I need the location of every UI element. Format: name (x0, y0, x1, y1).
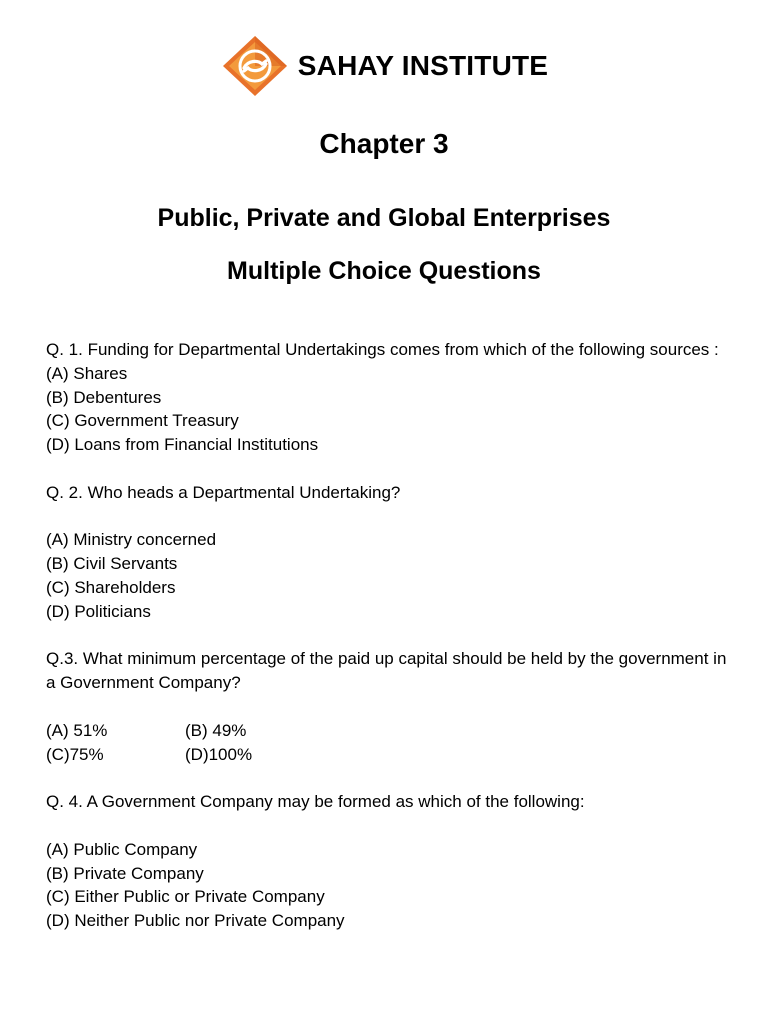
document-subtitle: Multiple Choice Questions (227, 257, 541, 285)
question-text: Q. 2. Who heads a Departmental Undertaking? (46, 482, 401, 502)
question-text: Q.3. What minimum percentage of the paid up capital should be held by the government in a Government Company? (46, 649, 727, 693)
option-c: (C) Government Treasury (46, 411, 239, 431)
option-d: (D) Politicians (46, 601, 151, 621)
question-2 (46, 481, 736, 624)
option-a: (A) Ministry concerned (46, 530, 217, 550)
question-1 (46, 338, 736, 457)
header (0, 34, 768, 98)
option-row (46, 743, 736, 767)
option-d: (D) Neither Public nor Private Company (46, 911, 345, 931)
document-title: Public, Private and Global Enterprises (157, 204, 611, 232)
option-b: (B) Civil Servants (46, 554, 178, 574)
question-list (46, 338, 736, 933)
option-b: (B) Private Company (46, 863, 204, 883)
question-text: Q. 4. A Government Company may be formed as which of the following: (46, 792, 585, 812)
option-b: (B) Debentures (46, 387, 162, 407)
option-c: (C)75% (46, 744, 104, 764)
option-c: (C) Either Public or Private Company (46, 887, 325, 907)
chapter-heading: Chapter 3 (319, 128, 449, 159)
option-a: (A) 51% (46, 720, 108, 740)
option-row (46, 719, 736, 743)
question-4 (46, 790, 736, 933)
sahay-logo-icon (220, 34, 290, 98)
institute-name: SAHAY INSTITUTE (297, 50, 549, 81)
question-3 (46, 647, 736, 766)
option-d: (D)100% (185, 744, 253, 764)
option-c: (C) Shareholders (46, 577, 176, 597)
option-a: (A) Public Company (46, 839, 198, 859)
question-text: Q. 1. Funding for Departmental Undertakings comes from which of the following sources : (46, 340, 719, 359)
option-d: (D) Loans from Financial Institutions (46, 435, 319, 455)
option-a: (A) Shares (46, 363, 128, 383)
option-b: (B) 49% (185, 720, 247, 740)
